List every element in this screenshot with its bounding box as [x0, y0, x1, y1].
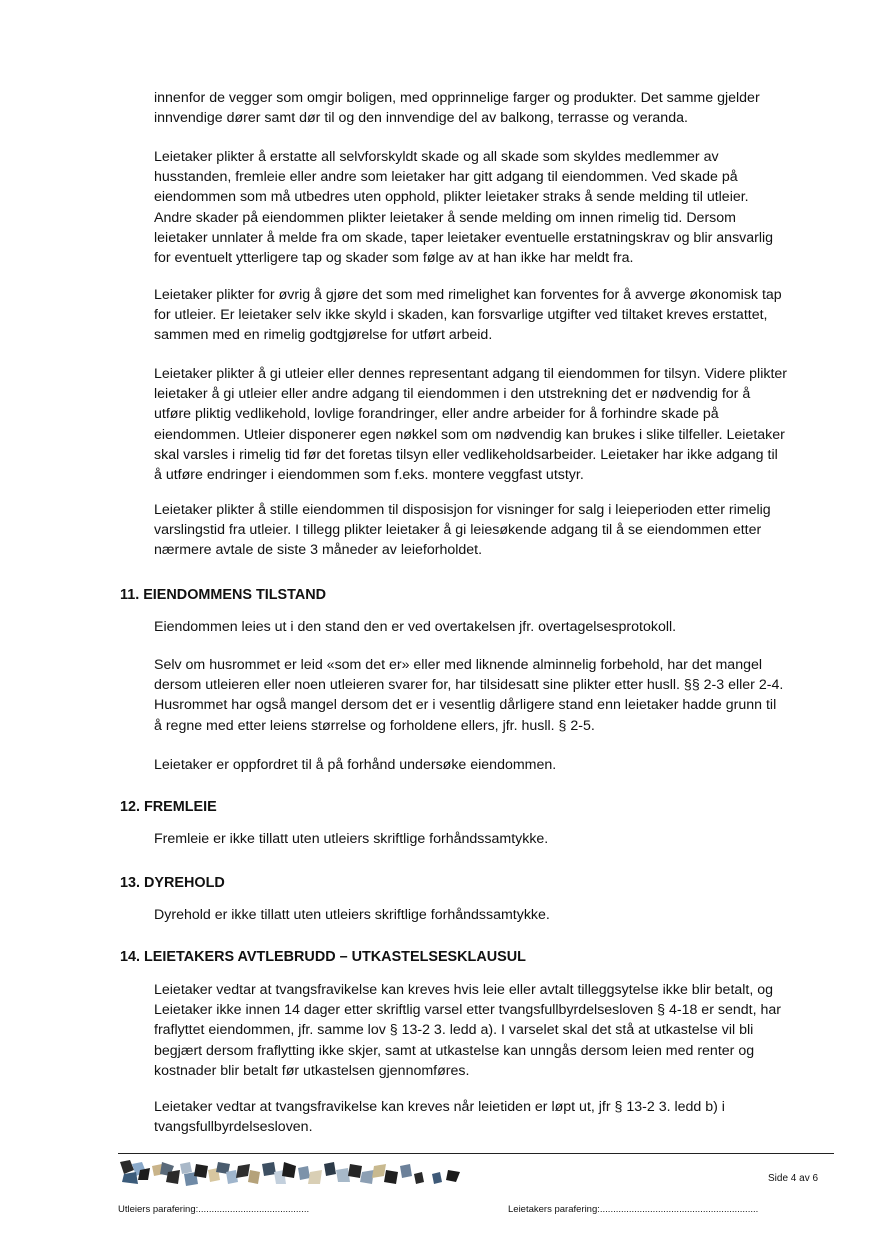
- text-line: Leietaker vedtar at tvangsfravikelse kan kreves hvis leie eller avtalt tilleggsytelse ikke blir betalt, og: [154, 982, 774, 998]
- footer-divider: [118, 1153, 834, 1154]
- page-number: Side 4 av 6: [768, 1173, 819, 1184]
- paragraph-avert-loss: [154, 285, 844, 346]
- text-line: Leietaker er oppfordret til å på forhånd undersøke eiendommen.: [154, 757, 557, 773]
- text-line: eiendommen som må utbedres uten opphold, plikter leietaker straks å sende melding til utleier.: [154, 189, 749, 206]
- text-line: innvendige dører samt dør til og den innvendige del av balkong, terrasse og veranda.: [154, 110, 688, 127]
- text-line: utføre pliktig vedlikehold, lovlige forandringer, eller andre arbeider for å forhindre skade på: [154, 406, 719, 423]
- text-line: for eventuelt ytterligere tap og skader som følge av at han ikke har meldt fra.: [154, 250, 634, 267]
- paragraph-interior-maintenance: [154, 88, 844, 128]
- text-line: kostnader blir betalt før utkastelsen gjennomføres.: [154, 1062, 470, 1079]
- text-line: Andre skader på eiendommen plikter leietaker å sende melding om innen rimelig tid. Dersom: [154, 209, 736, 226]
- text-line: begjært dersom fraflytting ikke skjer, samt at utkastelse kan unngås dersom leien med renter og: [154, 1042, 755, 1059]
- text-line: Fremleie er ikke tillatt uten utleiers skriftlige forhåndssamtykke.: [154, 831, 549, 847]
- paragraph-inspect-beforehand: [154, 755, 844, 775]
- text-line: Leietaker plikter for øvrig å gjøre det som med rimelighet kan forventes for å avverge økonomisk tap: [154, 287, 782, 303]
- section-heading-pets: 13. DYREHOLD: [120, 875, 225, 891]
- text-line: å utføre endringer i eiendommen som f.eks. montere veggfast utstyr.: [154, 467, 584, 484]
- text-line: for utleier. Er leietaker selv ikke skyld i skaden, kan forsvarlige utgifter ved tiltaket kreves erstattet,: [154, 307, 768, 324]
- tenant-initials-field: Leietakers parafering:............................................................: [508, 1204, 759, 1215]
- text-line: Dyrehold er ikke tillatt uten utleiers skriftlige forhåndssamtykke.: [154, 907, 550, 923]
- text-line: å regne med etter leiens størrelse og forholdene ellers, jfr. husll. § 2-5.: [154, 717, 595, 734]
- text-line: eiendommen. Utleier disponerer egen nøkkel som om nødvendig kan brukes i slike tilfeller. Leietaker: [154, 426, 785, 443]
- text-line: tvangsfullbyrdelsesloven.: [154, 1119, 313, 1136]
- paragraph-damage-liability: [154, 147, 844, 268]
- mosaic-logo: [120, 1160, 460, 1186]
- landlord-initials-field: Utleiers parafering:..........................................: [118, 1204, 310, 1215]
- text-line: skal varsles i rimelig tid før det foretas tilsyn eller vedlikeholdsarbeider. Leietaker har ikke adgang til: [154, 446, 778, 463]
- text-line: leietaker unnlater å melde fra om skade, taper leietaker eventuelle erstatningskrav og blir ansvarlig: [154, 229, 774, 246]
- text-line: Selv om husrommet er leid «som det er» eller med liknende alminnelig forbehold, har det mangel: [154, 657, 763, 673]
- text-line: Leietaker plikter å erstatte all selvforskyldt skade og all skade som skyldes medlemmer av: [154, 149, 719, 165]
- paragraph-eviction-lease-end: [154, 1097, 844, 1137]
- text-line: Leietaker plikter å stille eiendommen til disposisjon for visninger for salg i leieperioden etter rimelig: [154, 502, 771, 518]
- text-line: Husrommet har også mangel dersom det er i vesentlig dårligere stand enn leietaker hadde grunn til: [154, 697, 777, 714]
- text-line: husstanden, fremleie eller andre som leietaker har gitt adgang til eiendommen. Ved skade på: [154, 169, 738, 186]
- section-heading-condition: 11. EIENDOMMENS TILSTAND: [120, 587, 327, 603]
- text-line: varslingstid fra utleier. I tillegg plikter leietaker å gi leiesøkende adgang til å se eiendommen etter: [154, 522, 762, 539]
- text-line: Leietaker ikke innen 14 dager etter skriftlig varsel etter tvangsfullbyrdelsesloven § 4-18 er sendt, har: [154, 1002, 781, 1019]
- text-line: Leietaker vedtar at tvangsfravikelse kan kreves når leietiden er løpt ut, jfr § 13-2 3. ledd b) i: [154, 1099, 725, 1115]
- text-line: dersom utleieren eller noen utleieren svarer for, har tilsidesatt sine plikter etter husll. §§ 2-3 eller 2-4.: [154, 677, 784, 694]
- text-line: innenfor de vegger som omgir boligen, med opprinnelige farger og produkter. Det samme gjelder: [154, 90, 760, 106]
- text-line: nærmere avtale de siste 3 måneder av leieforholdet.: [154, 542, 483, 559]
- paragraph-sublet: [154, 829, 844, 849]
- paragraph-condition-as-is: [154, 617, 844, 637]
- paragraph-viewings: [154, 500, 844, 561]
- text-line: fraflyttet eiendommen, jfr. samme lov § 13-2 3. ledd a). I varselet skal det stå at utkastelse vil bli: [154, 1022, 754, 1039]
- text-line: Eiendommen leies ut i den stand den er ved overtakelsen jfr. overtagelsesprotokoll.: [154, 619, 677, 635]
- company-logo-redacted: [118, 1158, 468, 1192]
- text-line: Leietaker plikter å gi utleier eller dennes representant adgang til eiendommen for tilsyn. Videre plikter: [154, 366, 788, 382]
- section-heading-sublet: 12. FREMLEIE: [120, 799, 217, 815]
- section-heading-eviction: 14. LEIETAKERS AVTLEBRUDD – UTKASTELSESKLAUSUL: [120, 949, 526, 965]
- paragraph-eviction-nonpayment: [154, 980, 844, 1081]
- text-line: leietaker å gi utleier eller andre adgang til eiendommen i den utstrekning det er nødvendig for å: [154, 386, 751, 403]
- text-line: sammen med en rimelig godtgjørelse for utført arbeid.: [154, 327, 493, 344]
- paragraph-defect-definition: [154, 655, 844, 736]
- paragraph-inspection-access: [154, 364, 844, 485]
- paragraph-pets: [154, 905, 844, 925]
